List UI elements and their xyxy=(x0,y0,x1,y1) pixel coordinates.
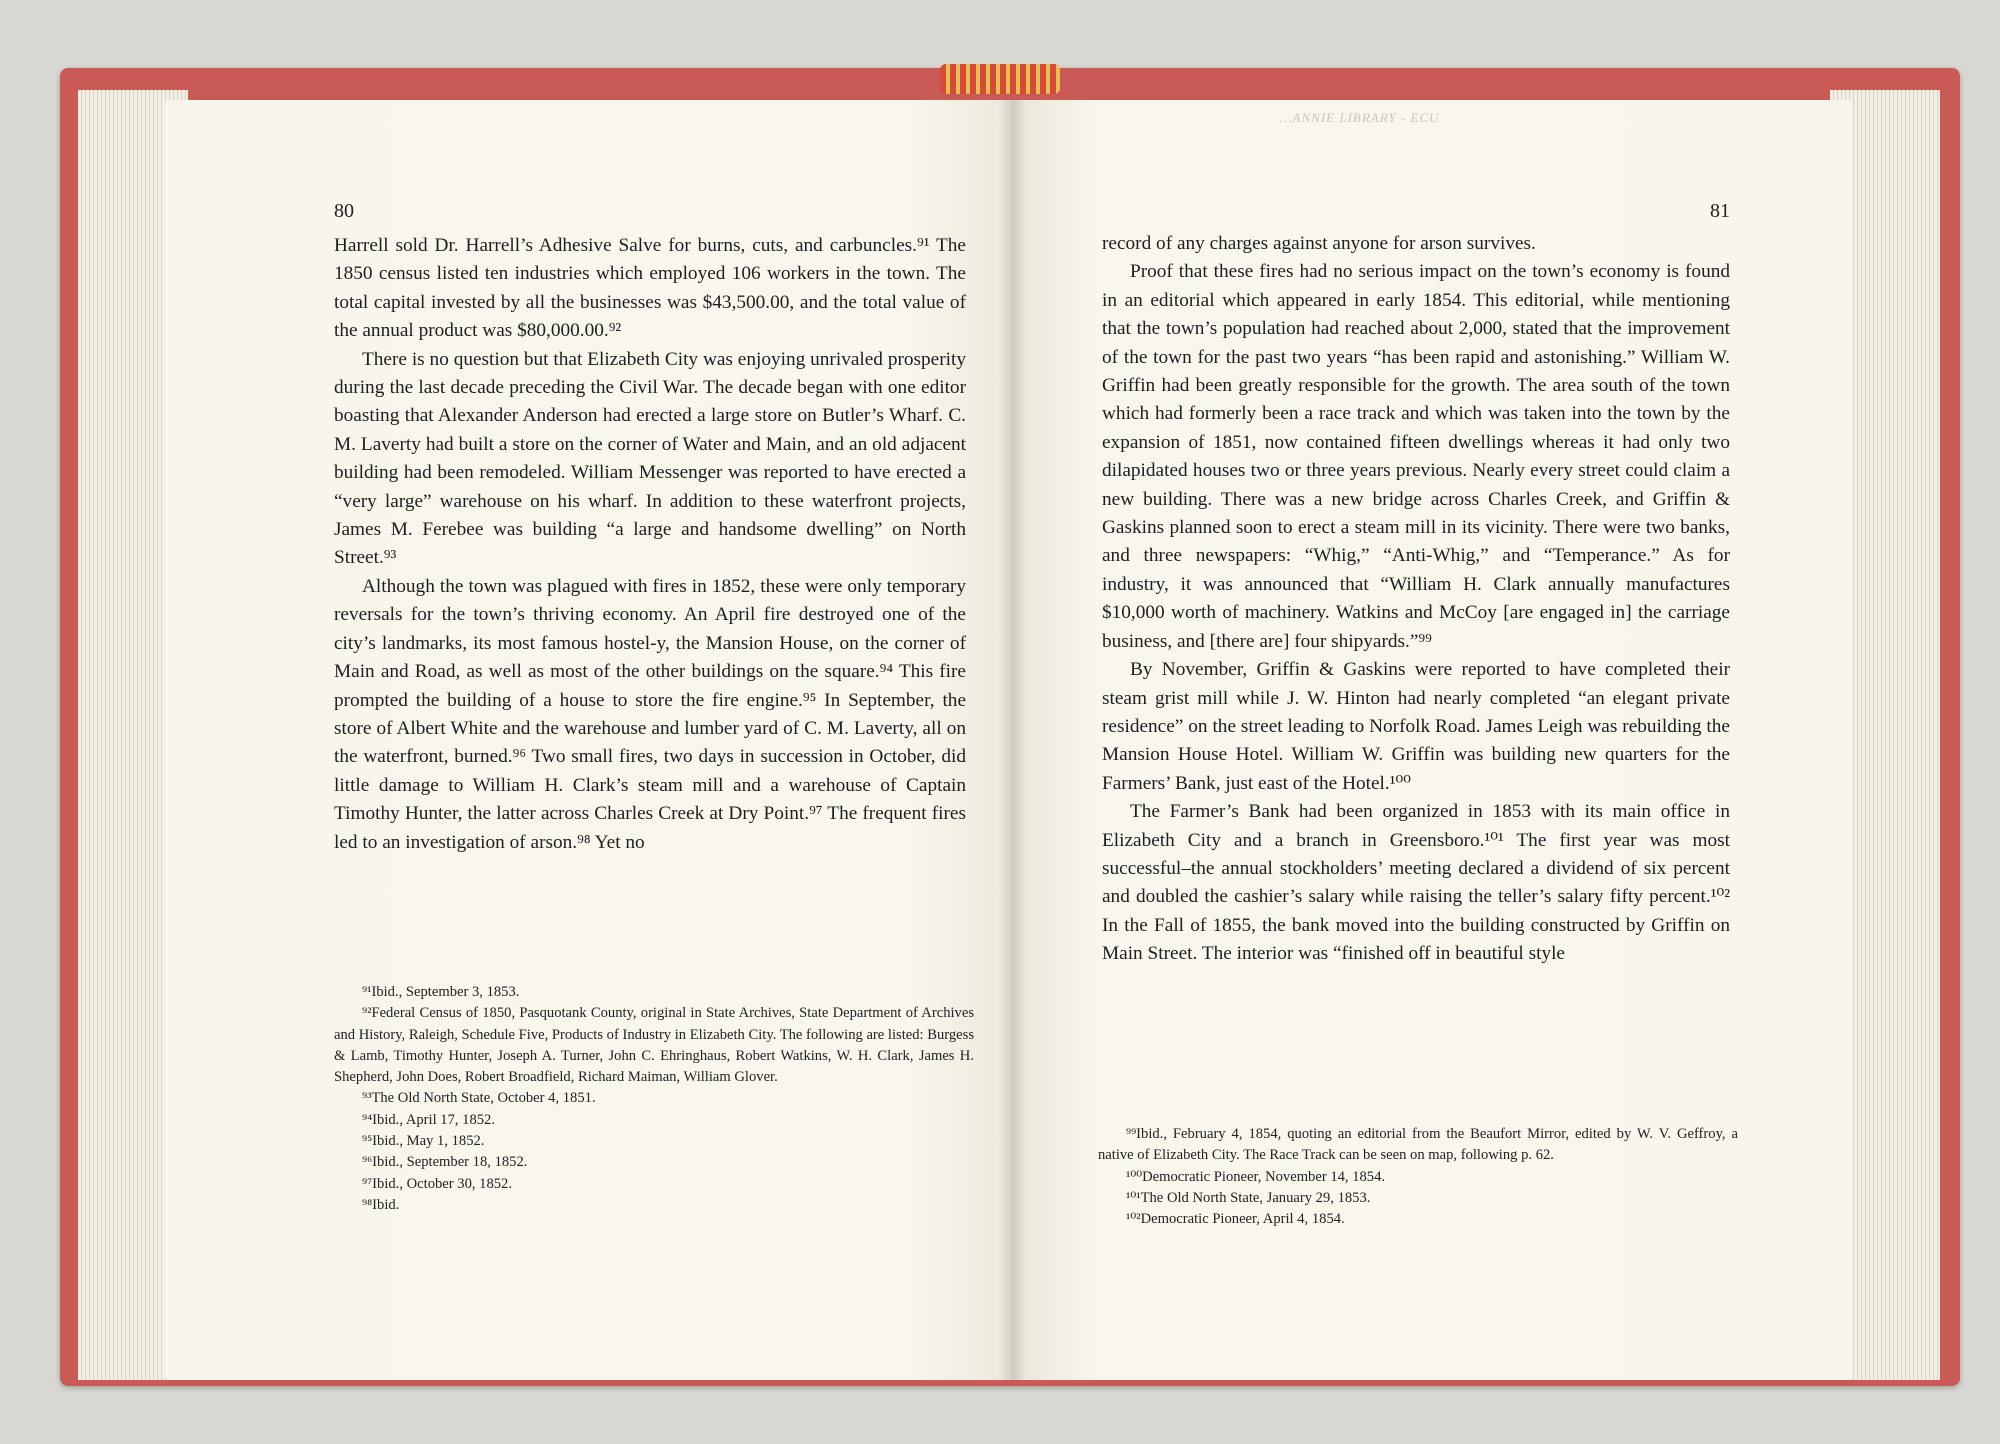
right-paragraph: record of any charges against anyone for arson survives. xyxy=(1102,233,1536,254)
footnote: ⁹²Federal Census of 1850, Pasquotank County, original in State Archives, State Department of Archives and History, Raleigh, Schedule Five, Products of Industry in Elizabeth City. The following are listed: Burgess & Lamb, Timothy Hunter, Joseph A. Turner, John C. Ehringhaus, Robert Watkins, W. H. Clark, James H. Shepherd, John Does, Robert Broadfield, Richard Maiman, William Glover. xyxy=(334,1005,975,1086)
footnote: ¹⁰¹The Old North State, January 29, 1853. xyxy=(1126,1189,1371,1206)
right-paragraph: By November, Griffin & Gaskins were reported to have completed their steam grist mill while J. W. Hinton had nearly completed “an elegant private residence” on the street leading to Norfolk Road. James Leigh was rebuilding the Mansion House Hotel. William W. Griffin was building new quarters for the Farmers’ Bank, just east of the Hotel.¹⁰⁰ xyxy=(1102,659,1730,794)
footnote: ⁹⁹Ibid., February 4, 1854, quoting an editorial from the Beaufort Mirror, edited by W. V. Geffroy, a native of Elizabeth City. The Race Track can be seen on map, following p. 62. xyxy=(1098,1126,1738,1164)
footnote: ⁹⁶Ibid., September 18, 1852. xyxy=(362,1154,528,1171)
right-paragraph: Proof that these fires had no serious impact on the town’s economy is found in an editorial which appeared in early 1854. This editorial, while mentioning that the town’s population had reached about 2,000, stated that the improvement of the town for the past two years “has been rapid and astonishing.” William W. Griffin had been greatly responsible for the growth. The area south of the town which had formerly been a race track and which was taken into the town by the expansion of 1851, now contained fifteen dwellings whereas it had only two dilapidated houses two or three years previous. Nearly every street could claim a new building. There was a new bridge across Charles Creek, and Griffin & Gaskins planned soon to erect a steam mill in its vicinity. There were two banks, and three newspapers: “Whig,” “Anti-Whig,” and “Temperance.” As for industry, it was announced that “William H. Clark annually manufactures $10,000 worth of machinery. Watkins and McCoy [are engaged in] the carriage business, and [there are] four shipyards.”⁹⁹ xyxy=(1102,261,1730,652)
footnote: ¹⁰⁰Democratic Pioneer, November 14, 1854. xyxy=(1126,1168,1386,1185)
footnote: ⁹⁴Ibid., April 17, 1852. xyxy=(362,1111,496,1128)
left-paragraph: Harrell sold Dr. Harrell’s Adhesive Salve for burns, cuts, and carbuncles.⁹¹ The 1850 census listed ten industries which employed 106 workers in the town. The total capital invested by all the businesses was $43,500.00, and the total value of the annual product was $80,000.00.⁹² xyxy=(334,235,966,342)
book-gutter xyxy=(1000,100,1026,1380)
footnote: ⁹⁵Ibid., May 1, 1852. xyxy=(362,1133,485,1150)
footnote: ⁹⁸Ibid. xyxy=(362,1196,400,1213)
right-page-number: 81 xyxy=(1710,200,1730,222)
right-footnotes xyxy=(1098,1124,1738,1230)
footnote: ⁹³The Old North State, October 4, 1851. xyxy=(362,1090,596,1107)
footnote: ⁹¹Ibid., September 3, 1853. xyxy=(362,984,520,1000)
left-page-body xyxy=(334,232,966,857)
right-paragraph: The Farmer’s Bank had been organized in 1853 with its main office in Elizabeth City and a branch in Greensboro.¹⁰¹ The first year was most successful–the annual stockholders’ meeting declared a dividend of six percent and doubled the cashier’s salary while raising the teller’s salary fifty percent.¹⁰² In the Fall of 1855, the bank moved into the building constructed by Griffin on Main Street. The interior was “finished off in beautiful style xyxy=(1102,801,1730,965)
left-footnotes xyxy=(334,982,974,1216)
left-paragraph: Although the town was plagued with fires in 1852, these were only temporary reversals for the town’s thriving economy. An April fire destroyed one of the city’s landmarks, its most famous hostel-y, the Mansion House, on the corner of Main and Road, as well as most of the other buildings on the square.⁹⁴ This fire prompted the building of a house to store the fire engine.⁹⁵ In September, the store of Albert White and the warehouse and lumber yard of C. M. Laverty, all on the waterfront, burned.⁹⁶ Two small fires, two days in succession in October, did little damage to William H. Clark’s steam mill and a warehouse of Captain Timothy Hunter, the latter across Charles Creek at Dry Point.⁹⁷ The frequent fires led to an investigation of arson.⁹⁸ Yet no xyxy=(334,575,966,853)
left-paragraph: There is no question but that Elizabeth City was enjoying unrivaled prosperity during the last decade preceding the Civil War. The decade began with one editor boasting that Alexander Anderson had erected a large store on Butler’s Wharf. C. M. Laverty had built a store on the corner of Water and Main, and an old adjacent building had been remodeled. William Messenger was reported to have erected a “very large” warehouse on his wharf. In addition to these waterfront projects, James M. Ferebee was building “a large and handsome dwelling” on North Street.⁹³ xyxy=(334,348,966,569)
bleed-through-stamp: …ANNIE LIBRARY - ECU xyxy=(1280,110,1440,125)
spine-headband xyxy=(940,64,1060,94)
footnote: ⁹⁷Ibid., October 30, 1852. xyxy=(362,1175,513,1192)
left-page-number: 80 xyxy=(334,200,354,222)
footnote: ¹⁰²Democratic Pioneer, April 4, 1854. xyxy=(1126,1211,1345,1228)
right-page-body xyxy=(1102,230,1730,969)
